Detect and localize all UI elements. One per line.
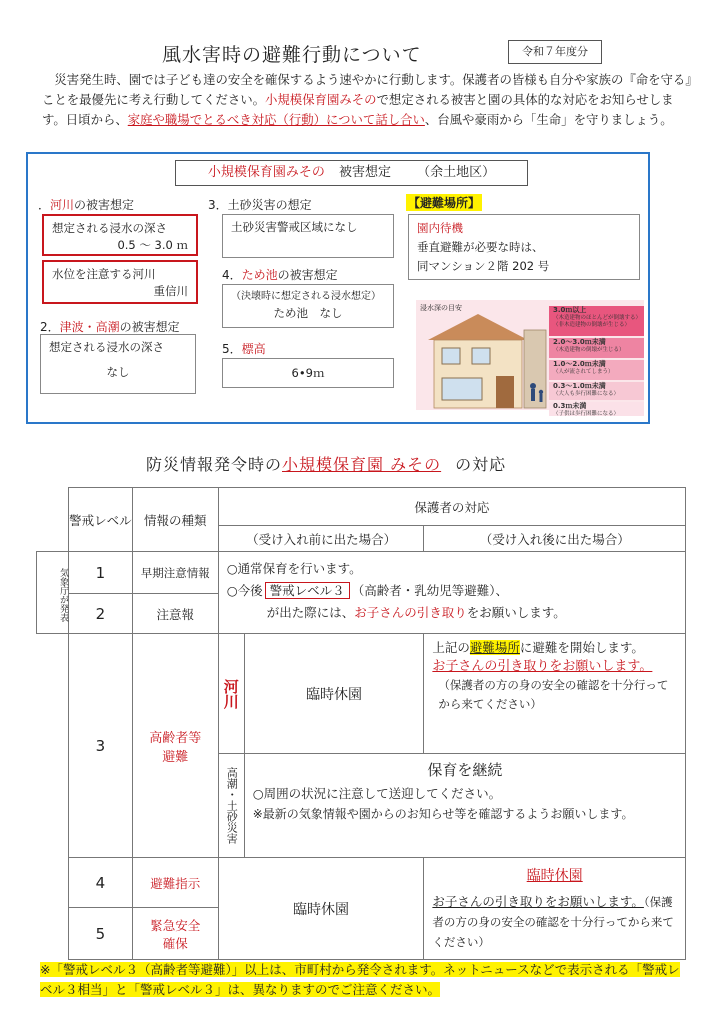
flood-band-1 [549, 306, 644, 336]
header-after: （受け入れ後に出た場合） [424, 526, 686, 552]
intro-text-3: 、台風や豪雨から「生命」を守りましょう。 [424, 112, 673, 127]
tide-row-action: 保育を継続 [427, 761, 503, 779]
hazard-panel-header [175, 160, 528, 186]
l12-line1: ○通常保育を行います。 [226, 561, 362, 576]
header-before: （受け入れ前に出た場合） [218, 526, 424, 552]
level-2: 2 [68, 594, 132, 634]
house-icon [416, 300, 549, 410]
level-4-5-after [424, 858, 686, 960]
level-3-info: 高齢者等避難 [132, 634, 218, 858]
river-row-action: 臨時休園 [244, 634, 424, 754]
level-1-info: 早期注意情報 [132, 552, 218, 594]
river-depth-value: 0.5 ～ 3.0 ｍ [117, 238, 188, 252]
landslide-value: 土砂災害警戒区域になし [231, 220, 358, 234]
header-guardian: 保護者の対応 [218, 488, 685, 526]
tide-row-response [244, 754, 685, 858]
elevation-box [222, 358, 394, 388]
level-4-info: 避難指示 [132, 858, 218, 908]
footer-note [40, 960, 680, 1000]
flood-band-5 [549, 402, 644, 416]
river-watch-box [42, 260, 198, 304]
pond-box [222, 284, 394, 328]
flood-band-4 [549, 382, 644, 400]
pond-value: ため池 なし [273, 306, 343, 320]
level-5-info: 緊急安全確保 [132, 908, 218, 960]
flood-band-range: 0.3ｍ未満 [553, 402, 587, 410]
alert-response-table [36, 487, 686, 960]
flood-band-range: 1.0～2.0ｍ未満 [553, 360, 606, 368]
level-1: 1 [68, 552, 132, 594]
hazard-header-label: 被害想定 [338, 165, 391, 180]
flood-band-range: 3.0ｍ以上 [553, 306, 587, 314]
flood-band-2 [549, 338, 644, 358]
level-5: 5 [68, 908, 132, 960]
side-label-jma: 気象庁が発表 [37, 552, 69, 634]
intro-facility-name: 小規模保育園みその [265, 92, 377, 107]
header-level: 警戒レベル [68, 488, 132, 552]
page-title: 風水害時の避難行動について [162, 44, 422, 66]
shelter-highlight: 避難場所 [469, 640, 520, 655]
river-row-label: 河川 [218, 634, 244, 754]
footer-note-text: ※「警戒レベル３（高齢者等避難）」以上は、市町村から発令されます。ネットニュースなどで表示される「警戒レベル３相当」と「警戒レベル３」は、異なりますのでご注意ください。 [40, 962, 680, 997]
alert-level-3-badge: 警戒レベル３ [265, 582, 350, 599]
tsunami-depth-value: なし [106, 365, 130, 379]
l12-line2: ○今後 警戒レベル３ （高齢者・乳幼児等避難）、 [226, 583, 508, 598]
shelter-primary: 園内待機 [417, 221, 463, 235]
level-1-2-response [218, 552, 685, 634]
elevation-section-label: 5．標高 [222, 342, 266, 356]
l45-safety-note: （保護者の方の身の安全の確認を十分行ってから来てください） [432, 894, 674, 949]
l45-after-title: 臨時休園 [526, 867, 583, 884]
shelter-label: 【避難場所】 [408, 196, 481, 210]
intro-paragraph [42, 70, 692, 130]
shelter-line3: 同マンション２階 202 号 [417, 259, 550, 273]
river-pickup-request: お子さんの引き取りをお願いします。 [432, 659, 653, 674]
tide-line1: ○周囲の状況に注意して送迎してください。 [252, 786, 502, 801]
river-section-label: ．河川の被害想定 [38, 198, 135, 212]
river-watch-label: 水位を注意する河川 [52, 267, 156, 281]
tsunami-section-label: 2．津波・高潮の被害想定 [40, 320, 180, 334]
header-info-type: 情報の種類 [132, 488, 218, 552]
landslide-box [222, 214, 394, 258]
river-depth-label: 想定される浸水の深さ [52, 221, 167, 235]
level-2-info: 注意報 [132, 594, 218, 634]
intro-text-1: 災害発生時、園では子ども達の安全を確保するよう速やかに行動します。保護者の皆様も自分や家族の『命を守る』ことを最優先に考え行動してください。 [42, 72, 692, 107]
level-3: 3 [68, 634, 132, 858]
flood-band-note: （木造建物のほとんどが倒壊する）（非木造建物の倒壊が生じる） [553, 315, 642, 328]
pond-note: （決壊時に想定される浸水想定） [231, 291, 381, 302]
pond-section-label: 4．ため池の被害想定 [222, 268, 338, 282]
tide-row-label: 高潮・土砂災害 [218, 754, 244, 858]
hazard-assessment-panel [26, 152, 650, 424]
level-4: 4 [68, 858, 132, 908]
flood-band-range: 2.0～3.0ｍ未満 [553, 338, 606, 346]
elevation-value: 6•9ｍ [291, 366, 325, 380]
flood-band-note: （子供は歩行困難になる） [553, 411, 620, 417]
shelter-line2: 垂直避難が必要な時は、 [417, 240, 544, 254]
illustration-caption: 浸水深の目安 [420, 304, 462, 312]
l45-pickup-request: お子さんの引き取りをお願いします。 [432, 893, 644, 909]
river-safety-note: （保護者の方の身の安全の確認を十分行ってから来てください） [438, 678, 669, 711]
flood-band-note: （木造建物の倒壊が生じる） [553, 347, 625, 353]
river-watch-value: 重信川 [153, 284, 188, 298]
hazard-facility-name: 小規模保育園みその [207, 165, 325, 180]
flood-band-note: （大人も歩行困難になる） [553, 391, 620, 397]
flood-band-3 [549, 360, 644, 380]
landslide-section-label: 3．土砂災害の想定 [208, 198, 312, 212]
flood-band-range: 0.3～1.0ｍ未満 [553, 382, 606, 390]
section2-title: 防災情報発令時の小規模保育園 みその の対応 [146, 455, 507, 474]
river-depth-box [42, 214, 198, 256]
shelter-box [408, 214, 640, 280]
tsunami-depth-box [40, 334, 196, 394]
river-row-after: 上記の避難場所に避難を開始します。 お子さんの引き取りをお願いします。 （保護者の方の身の安全の確認を十分行ってから来てください） [424, 634, 686, 754]
fiscal-year-badge: 令和７年度分 [508, 40, 602, 64]
tsunami-depth-label: 想定される浸水の深さ [49, 340, 164, 354]
flood-depth-illustration [416, 300, 644, 417]
hazard-header-area: （余土地区） [417, 165, 496, 180]
l12-line3: が出た際には、お子さんの引き取りをお願いします。 [266, 605, 566, 620]
level-4-5-before: 臨時休園 [218, 858, 424, 960]
intro-emphasis: 家庭や職場でとるべき対応（行動）について話し合い [127, 112, 425, 127]
tide-line2: ※最新の気象情報や園からのお知らせ等を確認するようお願いします。 [252, 807, 634, 821]
flood-band-note: （人が流されてしまう） [553, 369, 614, 375]
intro-text-2: で想定される被害と園の具体的な対応をお知らせします。日頃から、 [42, 92, 674, 127]
